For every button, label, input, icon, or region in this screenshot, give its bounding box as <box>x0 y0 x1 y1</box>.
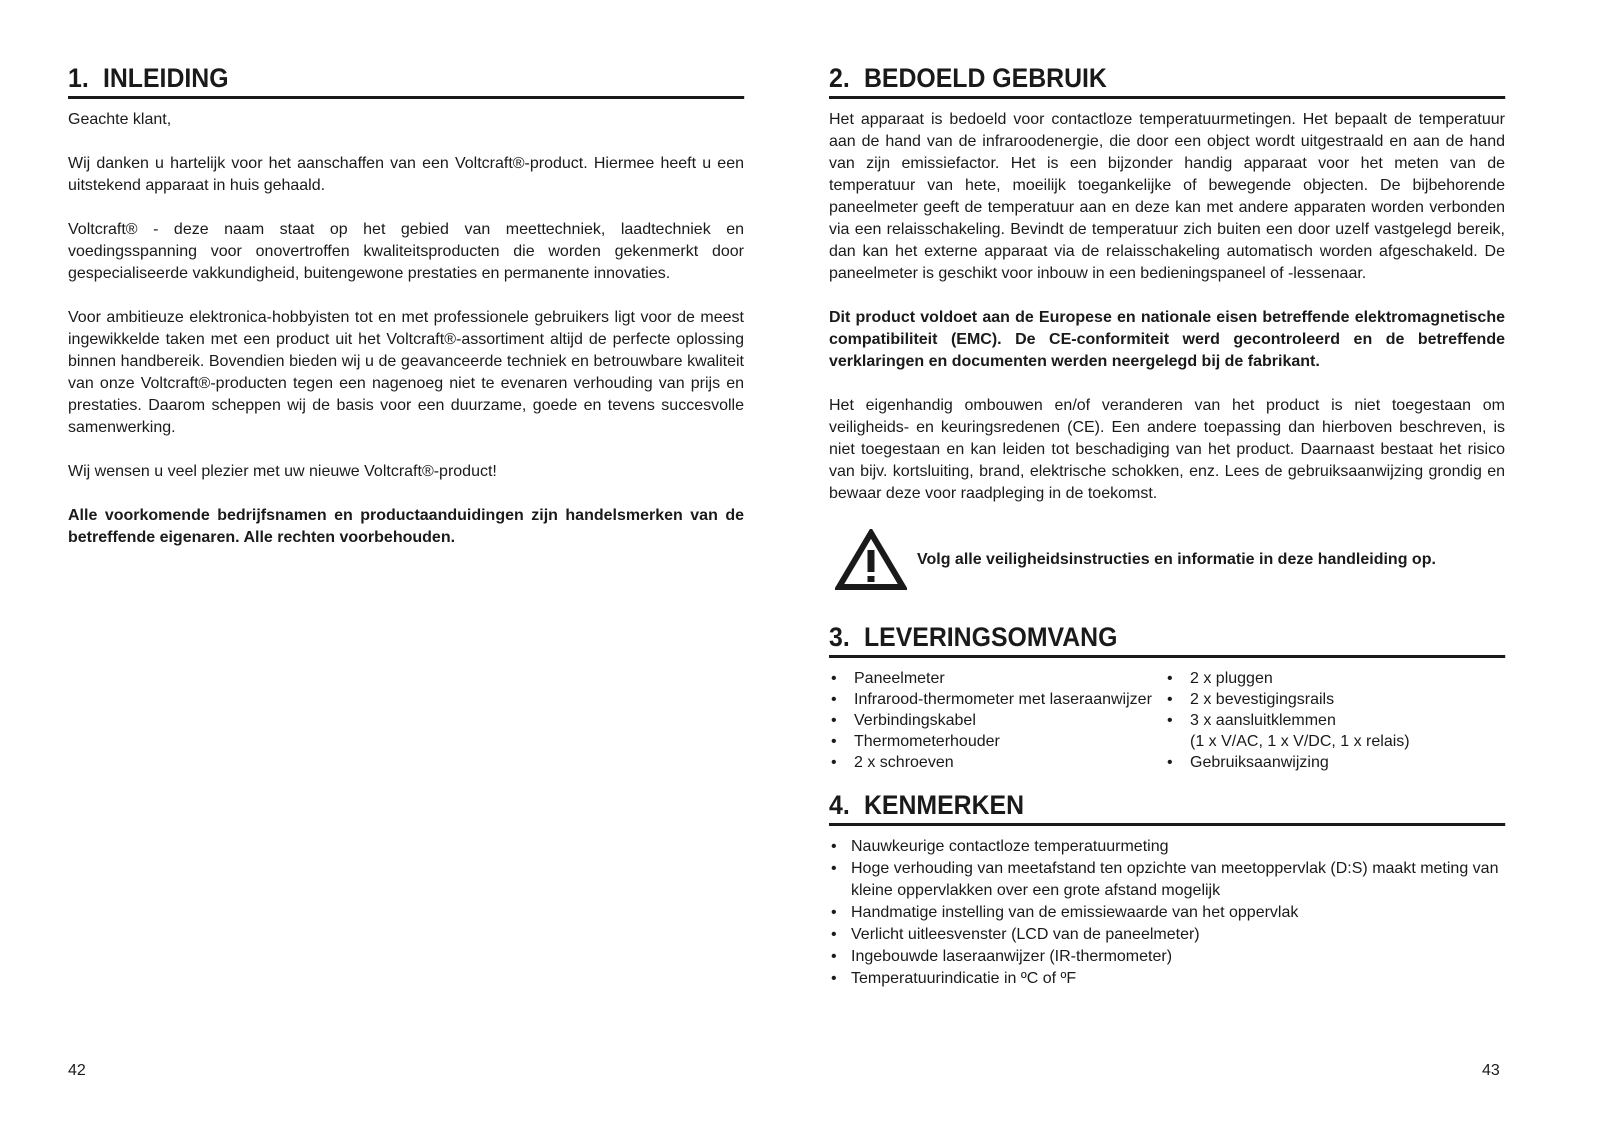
paragraph: Wij wensen u veel plezier met uw nieuwe Voltcraft®-product! <box>68 463 497 480</box>
trademark-note: Alle voorkomende bedrijfsnamen en productaanduidingen zijn handelsmerken van de betreffende eigenaren. Alle rechten voorbehouden. <box>68 507 744 546</box>
delivery-list <box>829 668 1505 773</box>
heading-text: KENMERKEN <box>863 790 1025 820</box>
heading-text: LEVERINGSOMVANG <box>863 622 1118 652</box>
section-heading-kenmerken <box>829 789 1505 826</box>
heading-number: 4. <box>829 790 850 820</box>
right-page <box>829 62 1505 990</box>
paragraph: Voltcraft® - deze naam staat op het gebied van meettechniek, laadtechniek en voedingsspanning voor onovertroffen kwaliteitsproducten die worden gekenmerkt door gespecialiseerde vakkundigheid, buitengewone prestaties en permanente innovaties. <box>68 221 744 282</box>
list-item: • 2 x bevestigingsrails <box>1165 689 1410 710</box>
list-item: • 3 x aansluitklemmen <box>1165 710 1410 731</box>
delivery-column-1 <box>829 668 1165 773</box>
list-item: • 2 x schroeven <box>829 752 1165 773</box>
list-item-continuation: (1 x V/AC, 1 x V/DC, 1 x relais) <box>1190 733 1410 750</box>
paragraph: Wij danken u hartelijk voor het aanschaffen van een Voltcraft®-product. Hiermee heeft u een uitstekend apparaat in huis gehaald. <box>68 155 744 194</box>
list-item: • Paneelmeter <box>829 668 1165 689</box>
list-item: • Thermometerhouder <box>829 731 1165 752</box>
heading-text: INLEIDING <box>102 63 229 93</box>
section-heading-leveringsomvang <box>829 621 1505 658</box>
list-item: • Infrarood-thermometer met laseraanwijzer <box>829 689 1165 710</box>
emc-statement: Dit product voldoet aan de Europese en nationale eisen betreffende elektromagnetische compatibiliteit (EMC). De CE-conformiteit werd gecontroleerd en de betreffende verklaringen en documenten werden neergelegd bij de fabrikant. <box>829 309 1505 370</box>
page-number-left: 42 <box>68 1062 86 1079</box>
heading-number: 2. <box>829 63 850 93</box>
warning-block <box>835 529 1505 591</box>
salutation: Geachte klant, <box>68 111 172 128</box>
delivery-column-2 <box>1165 668 1410 773</box>
heading-number: 3. <box>829 622 850 652</box>
section-heading-inleiding <box>68 62 744 99</box>
list-item: • 2 x pluggen <box>1165 668 1410 689</box>
list-item: • Ingebouwde laseraanwijzer (IR-thermometer) <box>829 946 1505 968</box>
paragraph: Het eigenhandig ombouwen en/of veranderen van het product is niet toegestaan om veiligheids- en keuringsredenen (CE). Een andere toepassing dan hierboven beschreven, is niet toegestaan en kan leiden tot beschadiging van het product. Daarnaast bestaat het risico van bijv. kortsluiting, brand, elektrische schokken, enz. Lees de gebruiksaanwijzing grondig en bewaar deze voor raadpleging in de toekomst. <box>829 397 1505 502</box>
list-item: • Gebruiksaanwijzing <box>1165 752 1410 773</box>
warning-text: Volg alle veiligheidsinstructies en informatie in deze handleiding op. <box>917 551 1436 568</box>
left-page <box>68 62 744 571</box>
list-item: • Verlicht uitleesvenster (LCD van de paneelmeter) <box>829 924 1505 946</box>
warning-triangle-icon <box>835 529 907 591</box>
list-item: • Hoge verhouding van meetafstand ten opzichte van meetoppervlak (D:S) maakt meting van kleine oppervlakken over een grote afstand mogelijk <box>829 858 1505 902</box>
paragraph: Het apparaat is bedoeld voor contactloze temperatuurmetingen. Het bepaalt de temperatuur aan de hand van de infraroodenergie, die door een object wordt uitgestraald en aan de hand van zijn emissiefactor. Het is een bijzonder handig apparaat voor het meten van de temperatuur van hete, moeilijk toegankelijke of bewegende objecten. De bijbehorende paneelmeter geeft de temperatuur aan en deze kan met andere apparaten worden verbonden via een relaisschakeling. Bevindt de temperatuur zich buiten een door uzelf vastgelegd bereik, dan kan het externe apparaat via de relaisschakeling automatisch worden afgeschakeld. De paneelmeter is geschikt voor inbouw in een bedieningspaneel of -lessenaar. <box>829 111 1505 282</box>
heading-text: BEDOELD GEBRUIK <box>863 63 1107 93</box>
paragraph: Voor ambitieuze elektronica-hobbyisten tot en met professionele gebruikers ligt voor de meest ingewikkelde taken met een product uit het Voltcraft®-assortiment altijd de perfecte oplossing binnen handbereik. Bovendien bieden wij u de geavanceerde techniek en betrouwbare kwaliteit van onze Voltcraft®-producten tegen een nagenoeg niet te evenaren verhouding van prijs en prestaties. Daarom scheppen wij de basis voor een duurzame, goede en tevens succesvolle samenwerking. <box>68 309 744 436</box>
heading-number: 1. <box>68 63 89 93</box>
list-item: • Verbindingskabel <box>829 710 1165 731</box>
list-item: • Nauwkeurige contactloze temperatuurmeting <box>829 836 1505 858</box>
section-heading-bedoeld-gebruik <box>829 62 1505 99</box>
list-item: • Handmatige instelling van de emissiewaarde van het oppervlak <box>829 902 1505 924</box>
features-list <box>829 836 1505 990</box>
list-item: • Temperatuurindicatie in ºC of ºF <box>829 968 1505 990</box>
page-number-right: 43 <box>1482 1062 1500 1079</box>
